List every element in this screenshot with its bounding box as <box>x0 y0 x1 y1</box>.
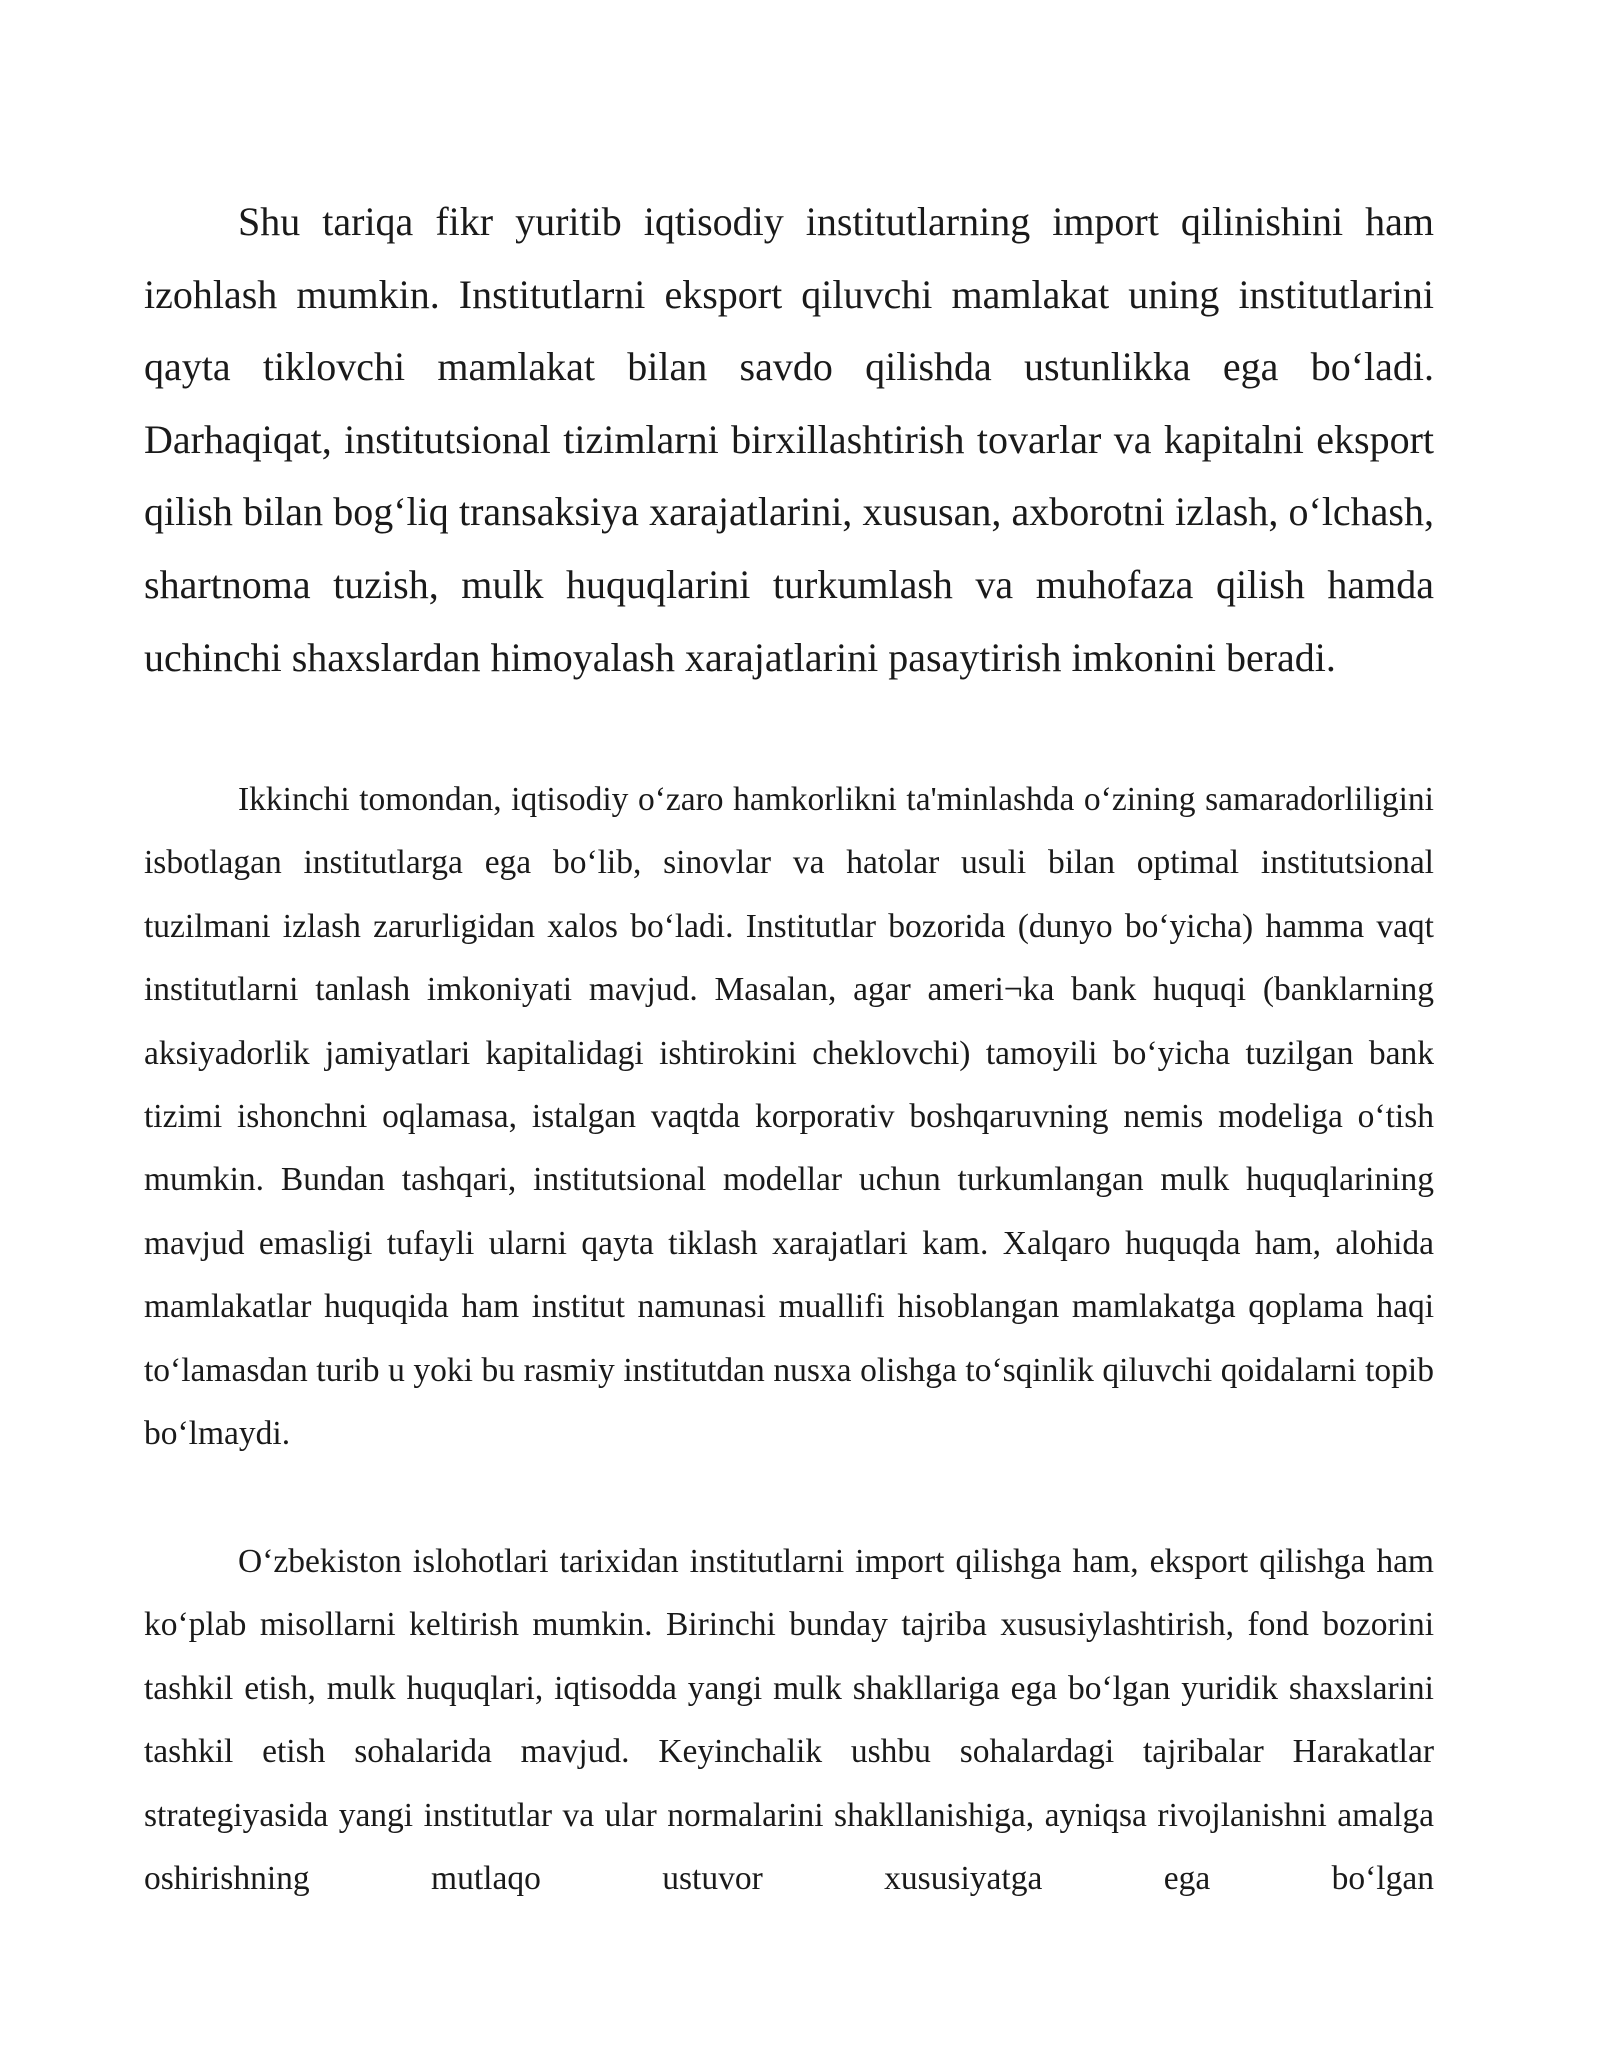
paragraph-3: O‘zbekiston islohotlari tarixidan institutlarni import qilishga ham, eksport qilishga ham ko‘plab misollarni keltirish mumkin. Birinchi bunday tajriba xususiylashtirish, fond bozorini tashkil etish, mulk huquqlari, iqtisodda yangi mulk shakllariga ega bo‘lgan yuridik shaxslarini tashkil etish sohalarida mavjud. Keyinchalik ushbu sohalardagi tajribalar Harakatlar strategiyasida yangi institutlar va ular normalarini shakllanishiga, ayniqsa rivojlanishni amalga oshirishning mutlaqo ustuvor xususiyatga ega bo‘lgan <box>144 1543 1434 1898</box>
paragraph-1: Shu tariqa fikr yuritib iqtisodiy institutlarning import qilinishini ham izohlash mumkin. Institutlarni eksport qiluvchi mamlakat uning institutlarini qayta tiklovchi mamlakat bilan savdo qilishda ustunlikka ega bo‘ladi. Darhaqiqat, institutsional tizimlarni birxillashtirish tovarlar va kapitalni eksport qilish bilan bog‘liq transaksiya xarajatlarini, xususan, axborotni izlash, o‘lchash, shartnoma tuzish, mulk huquqlarini turkumlash va muhofaza qilish hamda uchinchi shaxslardan himoyalash xarajatlarini pasaytirish imkonini beradi. <box>144 199 1434 680</box>
paragraph-2: Ikkinchi tomondan, iqtisodiy o‘zaro hamkorlikni ta'minlashda o‘zining samaradorliligini isbotlagan institutlarga ega bo‘lib, sinovlar va hatolar usuli bilan optimal institutsional tuzilmani izlash zarurligidan xalos bo‘ladi. Institutlar bozorida (dunyo bo‘yicha) hamma vaqt institutlarni tanlash imkoniyati mavjud. Masalan, agar ameri¬ka bank huquqi (banklarning aksiyadorlik jamiyatlari kapitalidagi ishtirokini cheklovchi) tamoyili bo‘yicha tuzilgan bank tizimi ishonchni oqlamasa, istalgan vaqtda korporativ boshqaruvning nemis modeliga o‘tish mumkin. Bundan tashqari, institutsional modellar uchun turkumlangan mulk huquqlarining mavjud emasligi tufayli ularni qayta tiklash xarajatlari kam. Xalqaro huquqda ham, alohida mamlakatlar huquqida ham institut namunasi muallifi hisoblangan mamlakatga qoplama haqi to‘lamasdan turib u yoki bu rasmiy institutdan nusxa olishga to‘sqinlik qiluvchi qoidalarni topib bo‘lmaydi. <box>144 781 1434 1453</box>
